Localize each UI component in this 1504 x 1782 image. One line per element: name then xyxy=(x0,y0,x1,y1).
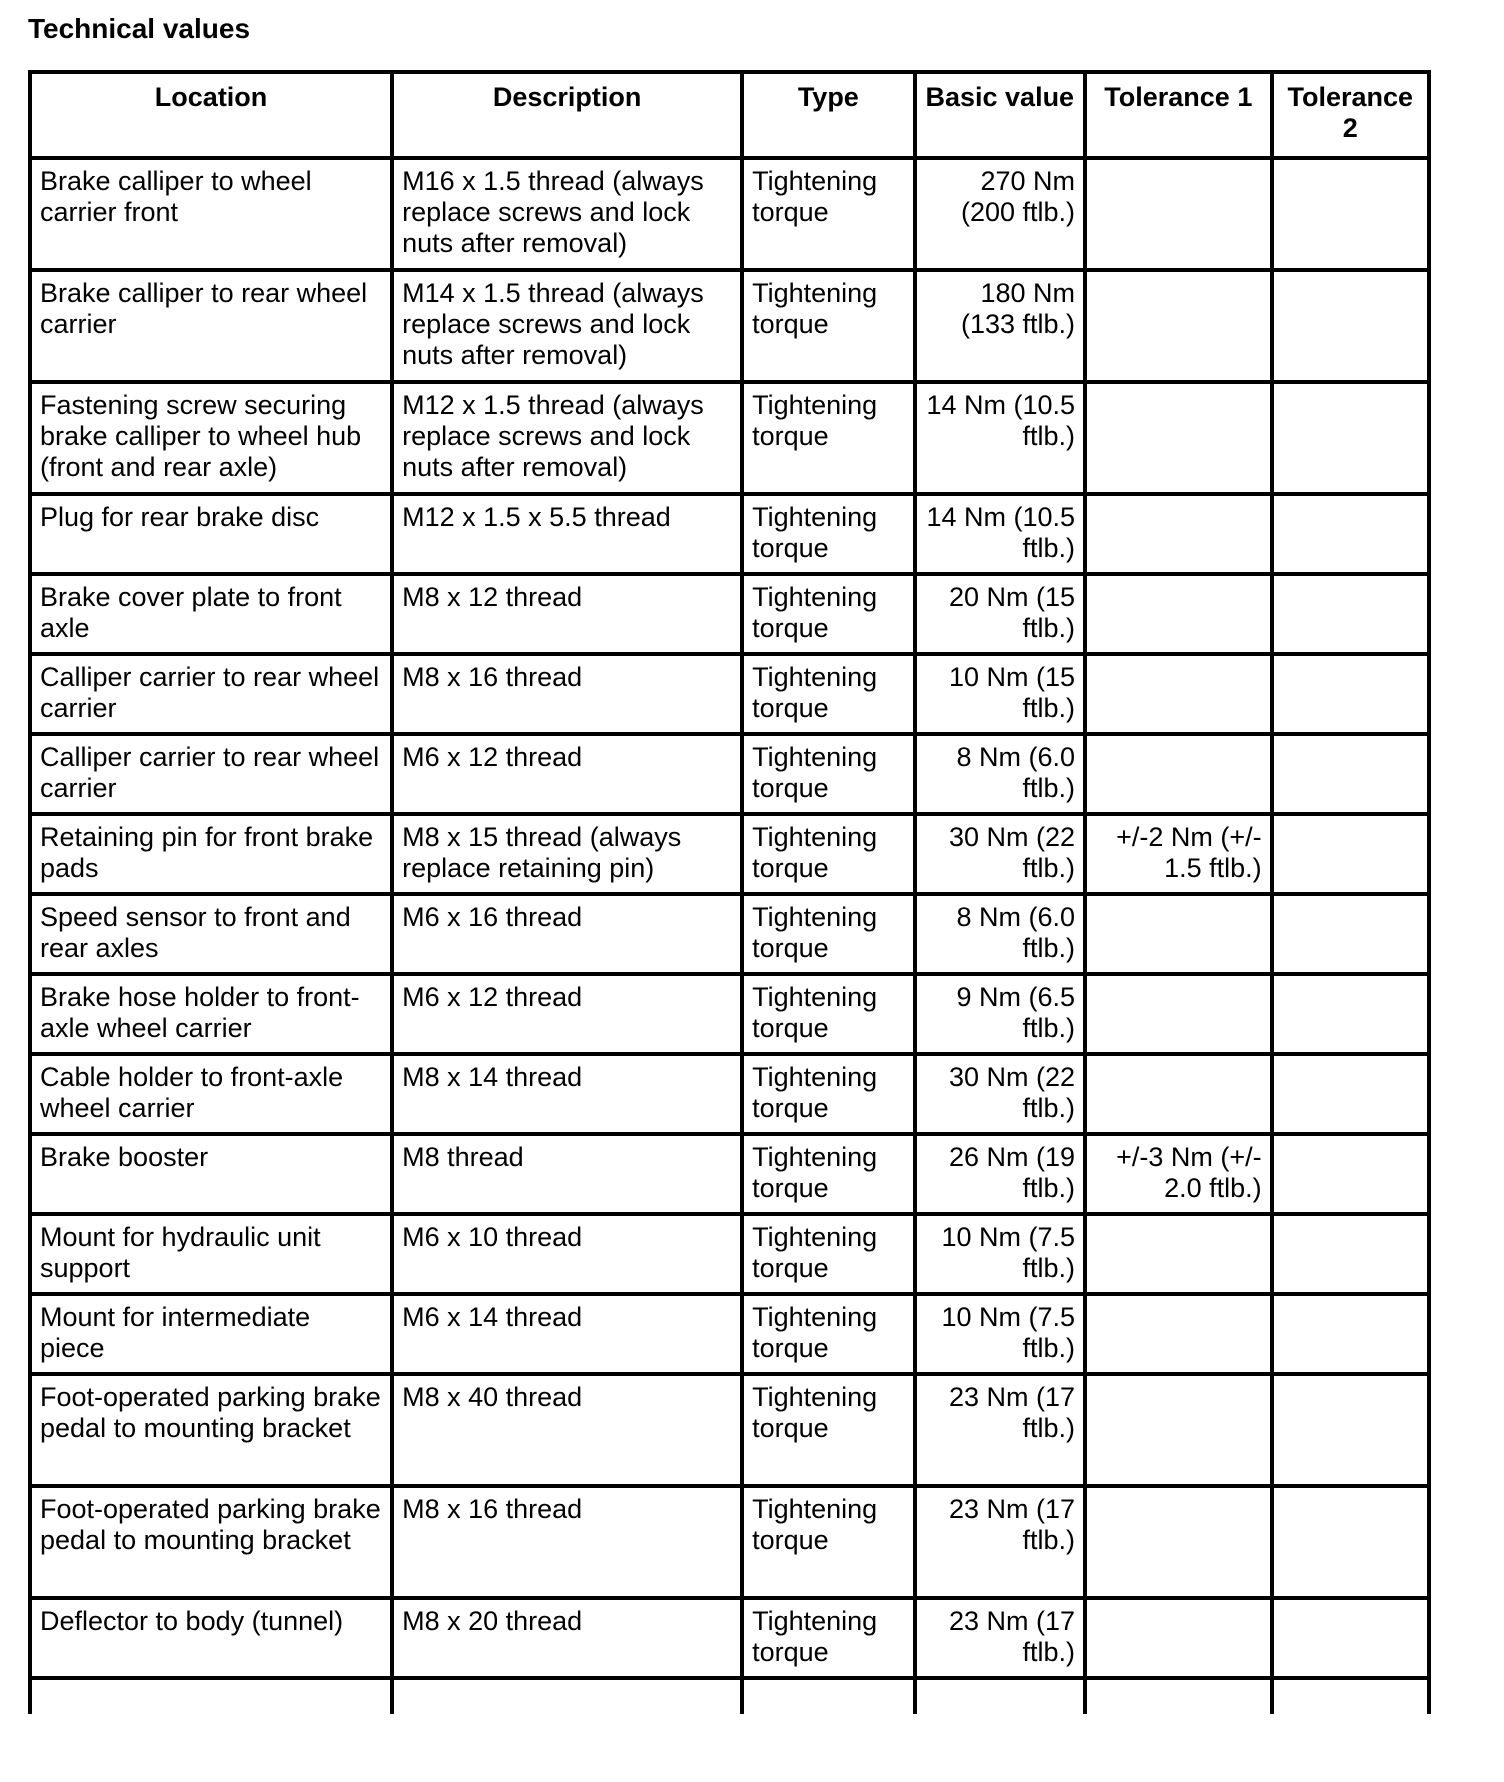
cell-basic-value: 9 Nm (6.5 ftlb.) xyxy=(915,974,1085,1054)
cell-tolerance-2 xyxy=(1272,1054,1429,1134)
cell-type: Tightening torque xyxy=(742,494,914,574)
cell-location: Calliper carrier to rear wheel carrier xyxy=(30,654,392,734)
cell-tolerance-1 xyxy=(1085,1486,1272,1598)
cell-basic-value: 10 Nm (15 ftlb.) xyxy=(915,654,1085,734)
cell-tolerance-1 xyxy=(1085,158,1272,270)
cell-description: M16 x 1.5 thread (always replace screws and lock nuts after removal) xyxy=(392,158,742,270)
table-row xyxy=(30,1598,1429,1678)
cell-type: Tightening torque xyxy=(742,1134,914,1214)
cell-basic-value: 14 Nm (10.5 ftlb.) xyxy=(915,382,1085,494)
table-row xyxy=(30,654,1429,734)
cell-description: M8 x 16 thread xyxy=(392,654,742,734)
cell-empty xyxy=(392,1678,742,1714)
cell-location: Cable holder to front-axle wheel carrier xyxy=(30,1054,392,1134)
cell-location: Calliper carrier to rear wheel carrier xyxy=(30,734,392,814)
cell-description: M6 x 12 thread xyxy=(392,734,742,814)
cell-tolerance-1 xyxy=(1085,894,1272,974)
cell-location: Retaining pin for front brake pads xyxy=(30,814,392,894)
table-row xyxy=(30,894,1429,974)
cell-location: Plug for rear brake disc xyxy=(30,494,392,574)
cell-location: Brake calliper to rear wheel carrier xyxy=(30,270,392,382)
cell-tolerance-1 xyxy=(1085,270,1272,382)
cell-type: Tightening torque xyxy=(742,1374,914,1486)
cell-basic-value: 8 Nm (6.0 ftlb.) xyxy=(915,734,1085,814)
cell-description: M6 x 16 thread xyxy=(392,894,742,974)
cell-location: Brake hose holder to front-axle wheel carrier xyxy=(30,974,392,1054)
table-row xyxy=(30,1294,1429,1374)
cell-tolerance-2 xyxy=(1272,382,1429,494)
cell-type: Tightening torque xyxy=(742,974,914,1054)
cell-tolerance-2 xyxy=(1272,1374,1429,1486)
table-row xyxy=(30,158,1429,270)
cell-description: M14 x 1.5 thread (always replace screws and lock nuts after removal) xyxy=(392,270,742,382)
cell-location: Mount for intermediate piece xyxy=(30,1294,392,1374)
cell-empty xyxy=(1272,1678,1429,1714)
cell-location: Foot-operated parking brake pedal to mounting bracket xyxy=(30,1486,392,1598)
cell-basic-value: 30 Nm (22 ftlb.) xyxy=(915,814,1085,894)
cell-description: M8 x 14 thread xyxy=(392,1054,742,1134)
cell-location: Brake booster xyxy=(30,1134,392,1214)
header-tolerance-2: Tolerance 2 xyxy=(1272,72,1429,158)
cell-tolerance-2 xyxy=(1272,814,1429,894)
table-row xyxy=(30,734,1429,814)
header-location: Location xyxy=(30,72,392,158)
cell-location: Brake cover plate to front axle xyxy=(30,574,392,654)
cell-description: M12 x 1.5 x 5.5 thread xyxy=(392,494,742,574)
cell-tolerance-2 xyxy=(1272,1294,1429,1374)
cell-tolerance-1 xyxy=(1085,734,1272,814)
cell-empty xyxy=(1085,1678,1272,1714)
cell-type: Tightening torque xyxy=(742,1294,914,1374)
table-row xyxy=(30,494,1429,574)
table-header-row xyxy=(30,72,1429,158)
table-row xyxy=(30,1054,1429,1134)
cell-tolerance-2 xyxy=(1272,734,1429,814)
cell-description: M8 x 15 thread (always replace retaining pin) xyxy=(392,814,742,894)
cell-basic-value: 14 Nm (10.5 ftlb.) xyxy=(915,494,1085,574)
table-row xyxy=(30,1214,1429,1294)
cell-type: Tightening torque xyxy=(742,382,914,494)
cell-type: Tightening torque xyxy=(742,1486,914,1598)
table-row xyxy=(30,574,1429,654)
cell-basic-value: 23 Nm (17 ftlb.) xyxy=(915,1598,1085,1678)
cell-tolerance-2 xyxy=(1272,494,1429,574)
cell-description: M8 x 20 thread xyxy=(392,1598,742,1678)
cell-basic-value: 270 Nm (200 ftlb.) xyxy=(915,158,1085,270)
cell-type: Tightening torque xyxy=(742,158,914,270)
table-row xyxy=(30,974,1429,1054)
cell-location: Foot-operated parking brake pedal to mounting bracket xyxy=(30,1374,392,1486)
cell-tolerance-2 xyxy=(1272,1214,1429,1294)
cell-tolerance-1 xyxy=(1085,494,1272,574)
cell-type: Tightening torque xyxy=(742,734,914,814)
cell-basic-value: 30 Nm (22 ftlb.) xyxy=(915,1054,1085,1134)
cell-basic-value: 10 Nm (7.5 ftlb.) xyxy=(915,1294,1085,1374)
cell-type: Tightening torque xyxy=(742,654,914,734)
cell-tolerance-1 xyxy=(1085,974,1272,1054)
cell-tolerance-1 xyxy=(1085,654,1272,734)
cell-description: M8 x 40 thread xyxy=(392,1374,742,1486)
cell-basic-value: 23 Nm (17 ftlb.) xyxy=(915,1374,1085,1486)
cell-basic-value: 10 Nm (7.5 ftlb.) xyxy=(915,1214,1085,1294)
cell-type: Tightening torque xyxy=(742,1598,914,1678)
cell-location: Speed sensor to front and rear axles xyxy=(30,894,392,974)
cell-tolerance-2 xyxy=(1272,974,1429,1054)
cell-empty xyxy=(915,1678,1085,1714)
cell-tolerance-2 xyxy=(1272,894,1429,974)
cell-tolerance-1 xyxy=(1085,1598,1272,1678)
cell-tolerance-1 xyxy=(1085,1294,1272,1374)
table-row xyxy=(30,382,1429,494)
cell-type: Tightening torque xyxy=(742,894,914,974)
cell-tolerance-1 xyxy=(1085,382,1272,494)
cell-empty xyxy=(742,1678,914,1714)
cell-location: Deflector to body (tunnel) xyxy=(30,1598,392,1678)
table-row xyxy=(30,270,1429,382)
header-tolerance-1: Tolerance 1 xyxy=(1085,72,1272,158)
table-row xyxy=(30,1486,1429,1598)
cell-basic-value: 20 Nm (15 ftlb.) xyxy=(915,574,1085,654)
cell-tolerance-2 xyxy=(1272,158,1429,270)
cell-tolerance-1: +/-2 Nm (+/- 1.5 ftlb.) xyxy=(1085,814,1272,894)
cell-basic-value: 8 Nm (6.0 ftlb.) xyxy=(915,894,1085,974)
header-basic-value: Basic value xyxy=(915,72,1085,158)
cell-empty xyxy=(30,1678,392,1714)
cell-description: M12 x 1.5 thread (always replace screws and lock nuts after removal) xyxy=(392,382,742,494)
cell-description: M6 x 10 thread xyxy=(392,1214,742,1294)
cell-type: Tightening torque xyxy=(742,1054,914,1134)
cell-description: M8 x 12 thread xyxy=(392,574,742,654)
cell-description: M6 x 14 thread xyxy=(392,1294,742,1374)
cell-tolerance-1 xyxy=(1085,1054,1272,1134)
cell-tolerance-2 xyxy=(1272,654,1429,734)
cell-type: Tightening torque xyxy=(742,574,914,654)
technical-values-table xyxy=(28,70,1431,1714)
cell-tolerance-1 xyxy=(1085,1214,1272,1294)
cell-location: Brake calliper to wheel carrier front xyxy=(30,158,392,270)
cell-type: Tightening torque xyxy=(742,1214,914,1294)
cell-tolerance-1: +/-3 Nm (+/- 2.0 ftlb.) xyxy=(1085,1134,1272,1214)
cell-tolerance-1 xyxy=(1085,574,1272,654)
cell-tolerance-1 xyxy=(1085,1374,1272,1486)
page-title: Technical values xyxy=(28,13,251,44)
cell-tolerance-2 xyxy=(1272,270,1429,382)
table-body xyxy=(30,158,1429,1714)
cell-location: Fastening screw securing brake calliper to wheel hub (front and rear axle) xyxy=(30,382,392,494)
cell-basic-value: 180 Nm (133 ftlb.) xyxy=(915,270,1085,382)
cell-description: M8 x 16 thread xyxy=(392,1486,742,1598)
cell-type: Tightening torque xyxy=(742,814,914,894)
cell-description: M6 x 12 thread xyxy=(392,974,742,1054)
header-description: Description xyxy=(392,72,742,158)
table-row xyxy=(30,1134,1429,1214)
table-row xyxy=(30,1374,1429,1486)
cell-type: Tightening torque xyxy=(742,270,914,382)
table-row xyxy=(30,814,1429,894)
cell-tolerance-2 xyxy=(1272,1598,1429,1678)
cell-basic-value: 23 Nm (17 ftlb.) xyxy=(915,1486,1085,1598)
header-type: Type xyxy=(742,72,914,158)
cell-tolerance-2 xyxy=(1272,1134,1429,1214)
cell-description: M8 thread xyxy=(392,1134,742,1214)
cell-location: Mount for hydraulic unit support xyxy=(30,1214,392,1294)
cell-tolerance-2 xyxy=(1272,1486,1429,1598)
cell-tolerance-2 xyxy=(1272,574,1429,654)
table-row-continued xyxy=(30,1678,1429,1714)
cell-basic-value: 26 Nm (19 ftlb.) xyxy=(915,1134,1085,1214)
